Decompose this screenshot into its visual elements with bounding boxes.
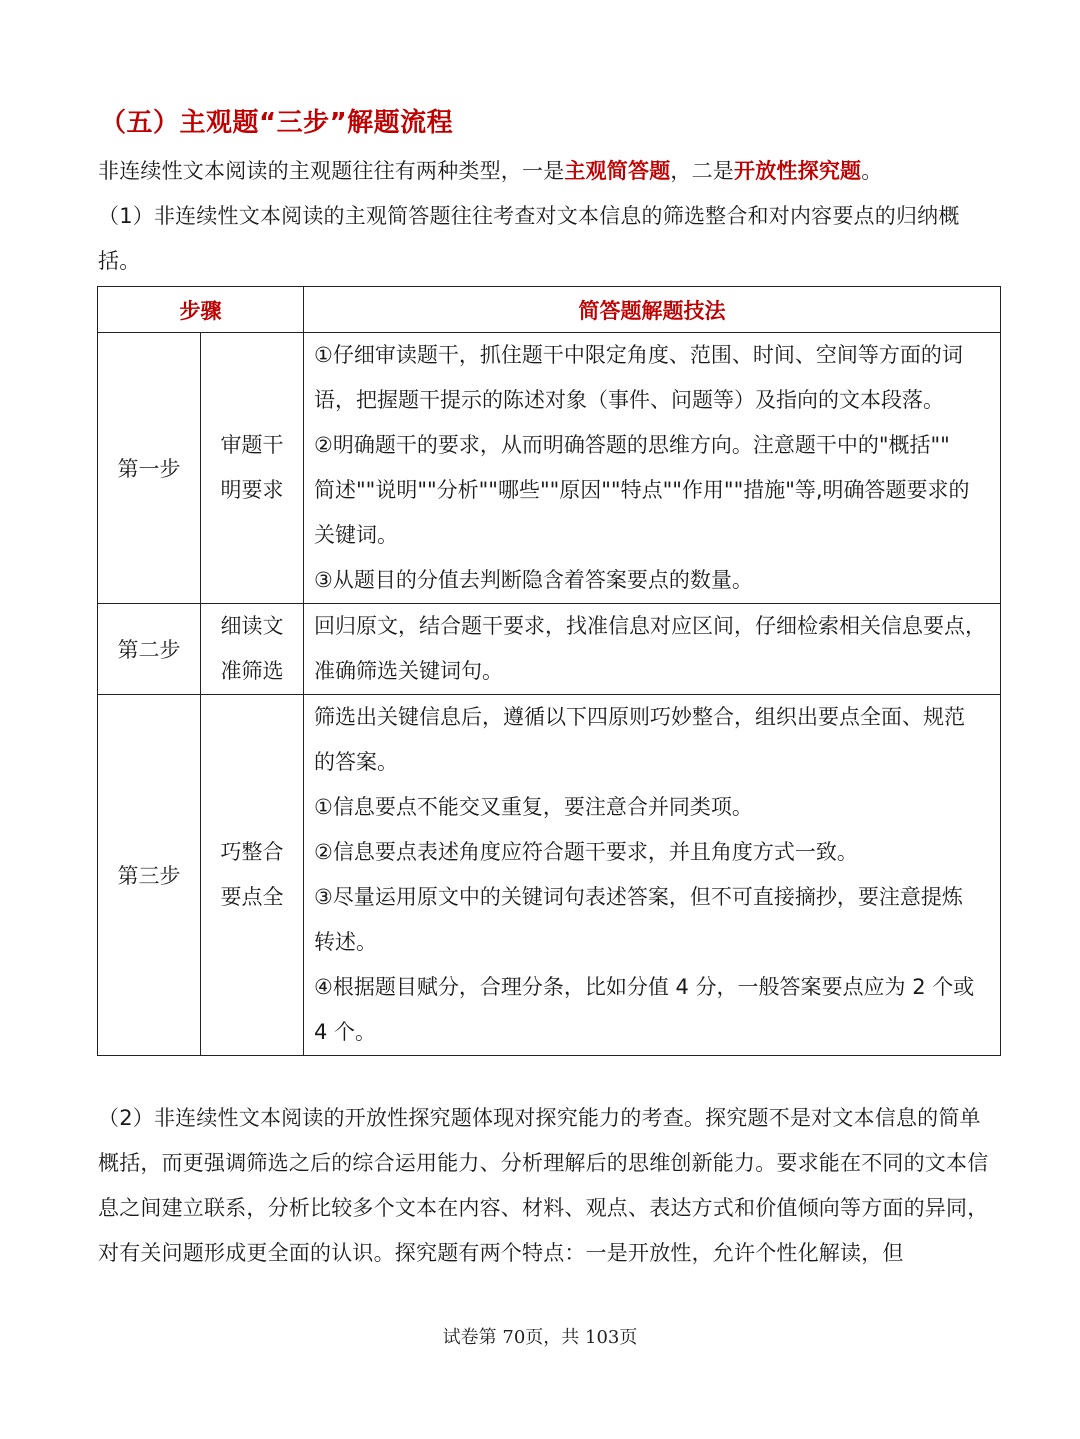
section-title: （五）主观题“三步”解题流程 [100,108,454,138]
content-line: 回归原文，结合题干要求，找准信息对应区间，仔细检索相关信息要点， [314,614,986,638]
step-name [201,695,304,1056]
step-name [201,604,304,695]
step-name-line: 准筛选 [220,659,284,683]
content-line: 语，把握题干提示的陈述对象（事件、问题等）及指向的文本段落。 [314,388,944,412]
step-name [201,333,304,604]
step-content [304,604,1001,695]
content-line: ③从题目的分值去判断隐含着答案要点的数量。 [314,568,753,592]
intro-after: 。 [861,159,883,183]
step-label: 第二步 [98,604,201,695]
paragraph-2: （2）非连续性文本阅读的开放性探究题体现对探究能力的考查。探究题不是对文本信息的简单概括，而更强调筛选之后的综合运用能力、分析理解后的思维创新能力。要求能在不同的文本信息之间建立联系，分析比较多个文本在内容、材料、观点、表达方式和价值倾向等方面的异同，对有关问题形成更全面的认识。探究题有两个特点：一是开放性，允许个性化解读，但 [98,1106,989,1265]
intro-middle: ，二是 [670,159,735,183]
step-content [304,333,1001,604]
type-open-inquiry: 开放性探究题 [734,159,862,183]
content-line: 准确筛选关键词句。 [314,659,503,683]
content-line: 简述""说明""分析""哪些""原因""特点""作用""措施"等,明确答题要求的 [314,478,970,502]
header-steps: 步骤 [98,287,304,333]
table-row [98,333,1001,604]
content-line: ①信息要点不能交叉重复，要注意合并同类项。 [314,795,753,819]
content-line: 转述。 [314,930,377,954]
step-label: 第三步 [98,695,201,1056]
content-line: ④根据题目赋分，合理分条，比如分值 4 分，一般答案要点应为 2 个或 [314,975,975,999]
table-header-row [98,287,1001,333]
page-footer: 试卷第 70页，共 103页 [442,1327,638,1348]
table-row [98,604,1001,695]
step-name-line: 细读文 [220,614,284,638]
content-line: 关键词。 [314,523,398,547]
table-row [98,695,1001,1056]
content-line: ③尽量运用原文中的关键词句表述答案，但不可直接摘抄，要注意提炼 [314,885,963,909]
paragraph-1: （1）非连续性文本阅读的主观简答题往往考查对文本信息的筛选整合和对内容要点的归纳概括。 [98,204,960,273]
step-name-line: 明要求 [220,478,284,502]
type-subjective-short-answer: 主观简答题 [564,159,671,183]
content-line: 4 个。 [314,1020,377,1044]
content-line: 筛选出关键信息后，遵循以下四原则巧妙整合，组织出要点全面、规范 [314,705,965,729]
step-name-line: 要点全 [220,885,284,909]
step-label: 第一步 [98,333,201,604]
step-name-line: 巧整合 [220,840,284,864]
intro-paragraph [98,149,998,194]
content-line: 的答案。 [314,750,398,774]
content-line: ①仔细审读题干，抓住题干中限定角度、范围、时间、空间等方面的词 [314,343,963,367]
steps-table [97,286,1001,1056]
step-content [304,695,1001,1056]
header-skills: 简答题解题技法 [304,287,1001,333]
content-line: ②明确题干的要求，从而明确答题的思维方向。注意题干中的"概括"" [314,433,950,457]
content-line: ②信息要点表述角度应符合题干要求，并且角度方式一致。 [314,840,858,864]
step-name-line: 审题干 [220,433,284,457]
intro-before: 非连续性文本阅读的主观题往往有两种类型，一是 [98,159,565,183]
